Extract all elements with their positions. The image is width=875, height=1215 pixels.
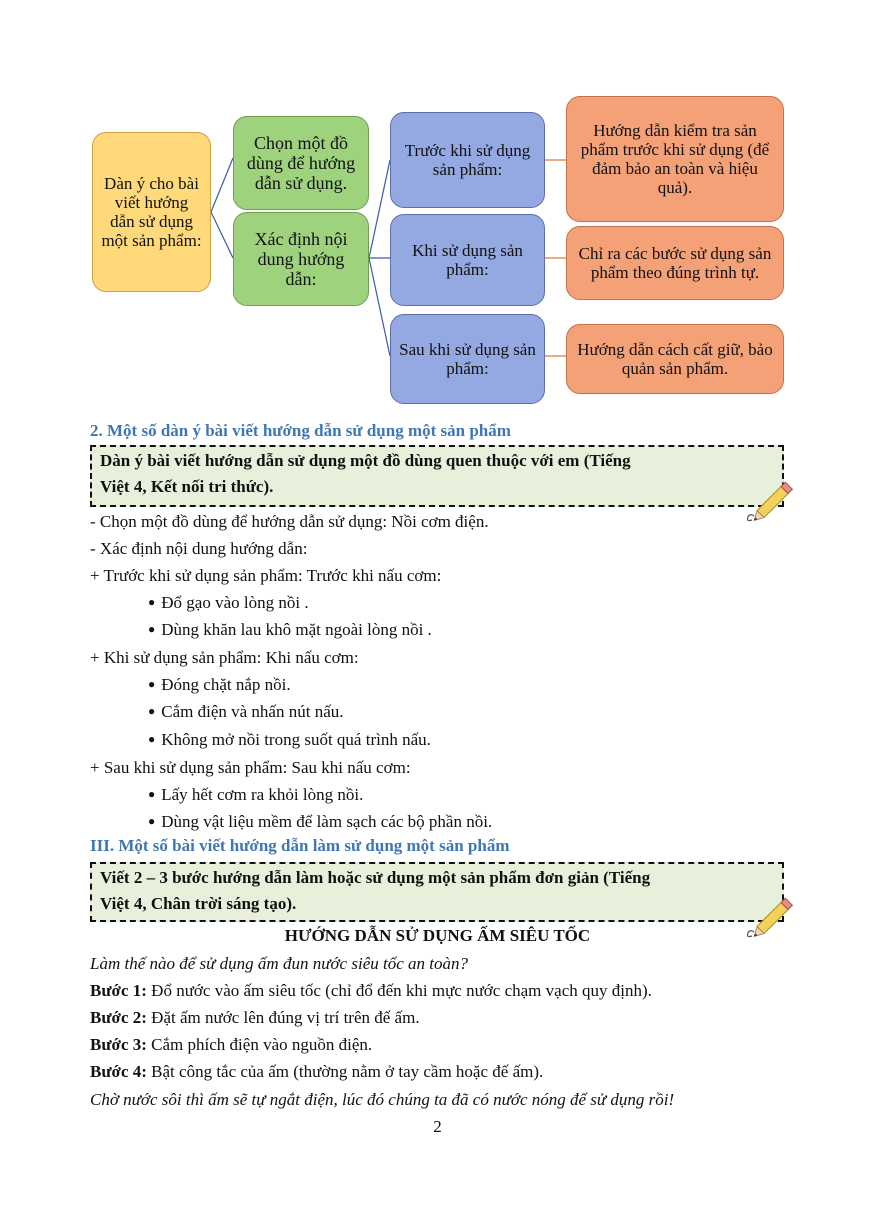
step-1 xyxy=(90,981,652,1001)
section2-bullet-3: ● Đóng chặt nắp nồi. xyxy=(148,675,291,695)
diagram-level1-text-1: Chọn một đồ dùng để hướng dẫn sử dụng. xyxy=(246,133,356,193)
diagram-level2-box-3 xyxy=(390,314,545,404)
diagram-level3-text-1: Hướng dẫn kiểm tra sản phẩm trước khi sử dụng (để đảm bảo an toàn và hiệu quả). xyxy=(580,121,770,197)
step-4-label: Bước 4: xyxy=(90,1062,147,1081)
diagram-level2-text-3: Sau khi sử dụng sản phẩm: xyxy=(399,340,536,378)
step-3 xyxy=(90,1035,372,1055)
section3-heading: III. Một số bài viết hướng dẫn làm sử dụng một sản phẩm xyxy=(90,836,510,855)
article-question: Làm thế nào để sử dụng ấm đun nước siêu tốc an toàn? xyxy=(90,954,468,973)
section2-heading: 2. Một số dàn ý bài viết hướng dẫn sử dụng một sản phẩm xyxy=(90,421,511,440)
article-title: HƯỚNG DẪN SỬ DỤNG ẤM SIÊU TỐC xyxy=(284,926,591,945)
diagram-level2-box-2 xyxy=(390,214,545,306)
article-closing: Chờ nước sôi thì ấm sẽ tự ngắt điện, lúc đó chúng ta đã có nước nóng để sử dụng rồi! xyxy=(90,1090,675,1109)
section3-task-line1: Viết 2 – 3 bước hướng dẫn làm hoặc sử dụng một sản phẩm đơn giản (Tiếng xyxy=(100,868,651,887)
step-2-label: Bước 2: xyxy=(90,1008,147,1027)
diagram-level1-text-2: Xác định nội dung hướng dẫn: xyxy=(254,229,348,289)
section2-line-1: - Chọn một đồ dùng để hướng dẫn sử dụng: Nồi cơm điện. xyxy=(90,512,489,531)
section2-bullet-1: ● Đổ gạo vào lòng nồi . xyxy=(148,593,309,613)
step-4-text: Bật công tắc của ấm (thường nằm ở tay cầm hoặc đế ấm). xyxy=(146,1062,544,1081)
section2-bullet-2: ● Dùng khăn lau khô mặt ngoài lòng nồi . xyxy=(148,620,432,640)
page-number: 2 xyxy=(433,1117,442,1136)
section3-task-line2: Việt 4, Chân trời sáng tạo). xyxy=(100,894,297,913)
section2-task-line2: Việt 4, Kết nối tri thức). xyxy=(100,477,274,496)
pencil-icon xyxy=(744,476,804,528)
diagram-level2-text-2: Khi sử dụng sản phẩm: xyxy=(412,241,523,279)
step-1-text: Đổ nước vào ấm siêu tốc (chỉ đổ đến khi mực nước chạm vạch quy định). xyxy=(146,981,652,1000)
diagram-level3-box-3 xyxy=(566,324,784,394)
step-1-label: Bước 1: xyxy=(90,981,147,1000)
section2-line-5: + Sau khi sử dụng sản phẩm: Sau khi nấu cơm: xyxy=(90,758,411,777)
diagram-root-box xyxy=(92,132,211,292)
step-2 xyxy=(90,1008,420,1028)
section2-bullet-7: ● Dùng vật liệu mềm để làm sạch các bộ phần nồi. xyxy=(148,812,492,832)
step-4 xyxy=(90,1062,543,1082)
diagram-level3-box-1 xyxy=(566,96,784,222)
diagram-level1-box-1 xyxy=(233,116,369,210)
section2-line-2: - Xác định nội dung hướng dẫn: xyxy=(90,539,308,558)
diagram-level3-box-2 xyxy=(566,226,784,300)
section2-bullet-4: ● Cắm điện và nhấn nút nấu. xyxy=(148,702,344,722)
step-3-text: Cắm phích điện vào nguồn điện. xyxy=(146,1035,373,1054)
step-2-text: Đặt ấm nước lên đúng vị trí trên đế ấm. xyxy=(146,1008,420,1027)
diagram-root-text: Dàn ý cho bài viết hướng dẫn sử dụng một sản phẩm: xyxy=(101,174,202,250)
diagram-level2-text-1: Trước khi sử dụng sản phẩm: xyxy=(404,141,531,179)
step-3-label: Bước 3: xyxy=(90,1035,147,1054)
section2-line-4: + Khi sử dụng sản phẩm: Khi nấu cơm: xyxy=(90,648,359,667)
section2-line-3: + Trước khi sử dụng sản phẩm: Trước khi nấu cơm: xyxy=(90,566,442,585)
diagram-level2-box-1 xyxy=(390,112,545,208)
diagram-level3-text-3: Hướng dẫn cách cất giữ, bảo quản sản phẩm. xyxy=(577,340,773,378)
diagram-level1-box-2 xyxy=(233,212,369,306)
section2-bullet-6: ● Lấy hết cơm ra khỏi lòng nồi. xyxy=(148,785,363,805)
diagram-level3-text-2: Chỉ ra các bước sử dụng sản phẩm theo đúng trình tự. xyxy=(578,244,772,282)
section2-bullet-5: ● Không mở nồi trong suốt quá trình nấu. xyxy=(148,730,431,750)
section2-task-line1: Dàn ý bài viết hướng dẫn sử dụng một đồ dùng quen thuộc với em (Tiếng xyxy=(100,451,631,470)
section3-task-box xyxy=(90,862,784,922)
section2-task-box xyxy=(90,445,784,507)
